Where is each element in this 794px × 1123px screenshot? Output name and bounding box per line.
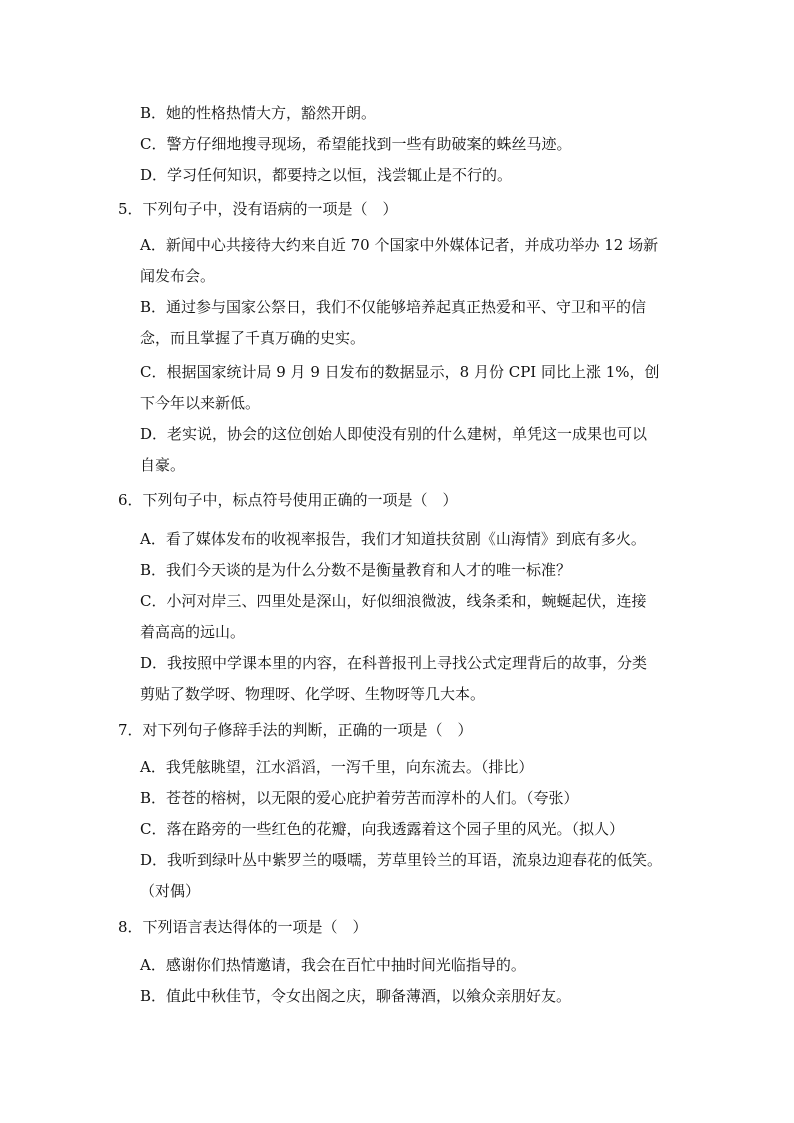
q7-stem: 7．对下列句子修辞手法的判断，正确的一项是（ ）	[118, 721, 473, 739]
q5-option-d-line1: D．老实说，协会的这位创始人即使没有别的什么建树，单凭这一成果也可以	[140, 425, 648, 443]
q6-option-d-line1: D．我按照中学课本里的内容，在科普报刊上寻找公式定理背后的故事，分类	[140, 654, 648, 672]
q7-option-d-line1: D．我听到绿叶丛中紫罗兰的嗫嚅，芳草里铃兰的耳语，流泉边迎春花的低笑。	[140, 851, 663, 869]
q5-option-a-line2: 闻发布会。	[140, 267, 216, 285]
q7-option-c: C．落在路旁的一些红色的花瓣，向我透露着这个园子里的风光。（拟人）	[140, 820, 624, 838]
q5-option-c-line2: 下今年以来新低。	[140, 394, 261, 412]
q4-option-c: C．警方仔细地搜寻现场，希望能找到一些有助破案的蛛丝马迹。	[140, 135, 572, 153]
q8-option-a: A．感谢你们热情邀请，我会在百忙中抽时间光临指导的。	[140, 956, 526, 974]
q6-option-d-line2: 剪贴了数学呀、物理呀、化学呀、生物呀等几大本。	[140, 685, 486, 703]
q5-stem: 5．下列句子中，没有语病的一项是（ ）	[118, 200, 398, 218]
q4-option-b: B．她的性格热情大方，豁然开朗。	[140, 104, 377, 122]
q6-option-c-line1: C．小河对岸三、四里处是深山，好似细浪微波，线条柔和，蜿蜒起伏，连接	[140, 592, 647, 610]
q7-option-a: A．我凭舷眺望，江水滔滔，一泻千里，向东流去。（排比）	[140, 758, 534, 776]
q6-option-a: A．看了媒体发布的收视率报告，我们才知道扶贫剧《山海情》到底有多火。	[140, 530, 646, 548]
q5-option-c-line1: C．根据国家统计局 9 月 9 日发布的数据显示，8 月份 CPI 同比上涨 1%，创	[140, 363, 660, 381]
q7-option-b: B．苍苍的榕树，以无限的爱心庇护着劳苦而淳朴的人们。（夸张）	[140, 789, 579, 807]
q4-option-d: D．学习任何知识，都要持之以恒，浅尝辄止是不行的。	[140, 166, 513, 184]
q5-option-d-line2: 自豪。	[140, 456, 186, 474]
q8-stem: 8．下列语言表达得体的一项是（ ）	[118, 918, 368, 936]
q5-option-b-line1: B．通过参与国家公祭日，我们不仅能够培养起真正热爱和平、守卫和平的信	[140, 298, 647, 316]
q6-stem: 6．下列句子中，标点符号使用正确的一项是（ ）	[118, 491, 458, 509]
q7-option-d-line2: （对偶）	[140, 882, 201, 900]
q6-option-b: B．我们今天谈的是为什么分数不是衡量教育和人才的唯一标准？	[140, 561, 572, 579]
q5-option-b-line2: 念，而且掌握了千真万确的史实。	[140, 329, 366, 347]
q8-option-b: B．值此中秋佳节，令女出阁之庆，聊备薄酒，以飨众亲朋好友。	[140, 987, 572, 1005]
q5-option-a-line1: A．新闻中心共接待大约来自近 70 个国家中外媒体记者，并成功举办 12 场新	[140, 236, 659, 254]
q6-option-c-line2: 着高高的远山。	[140, 623, 246, 641]
